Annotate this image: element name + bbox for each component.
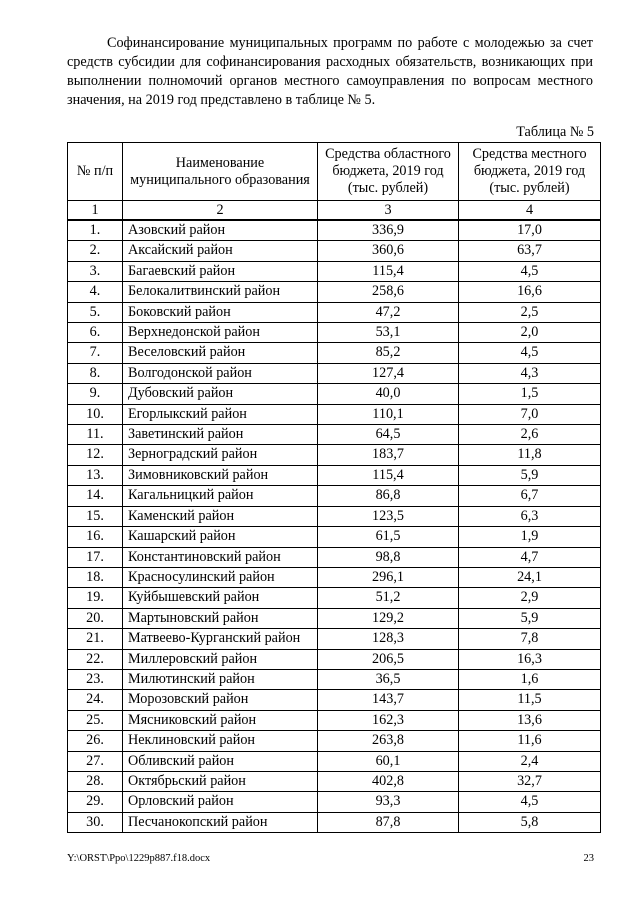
row-number: 29. <box>68 792 123 812</box>
row-name: Зимовниковский район <box>123 465 318 485</box>
row-name: Боковский район <box>123 302 318 322</box>
column-index-row <box>68 201 601 221</box>
intro-text: Софинансирование муниципальных программ по работе с молодежью за счет средств субсидии для софинансирования расходных обязательств, возникающих при выполнении полномочий органов местного самоуправления по вопросам местного значения, на 2019 год представлено в таблице № 5. <box>67 35 593 108</box>
table-row <box>68 527 601 547</box>
footer-page-number: 23 <box>583 853 594 864</box>
row-local-value: 17,0 <box>459 220 601 241</box>
table-row <box>68 445 601 465</box>
row-name: Обливский район <box>123 751 318 771</box>
row-name: Милютинский район <box>123 669 318 689</box>
row-number: 6. <box>68 323 123 343</box>
row-name: Мясниковский район <box>123 710 318 730</box>
row-local-value: 2,9 <box>459 588 601 608</box>
row-regional-value: 61,5 <box>318 527 459 547</box>
row-name: Волгодонской район <box>123 363 318 383</box>
table-row <box>68 486 601 506</box>
table-row <box>68 629 601 649</box>
row-local-value: 2,4 <box>459 751 601 771</box>
table-row <box>68 384 601 404</box>
row-number: 4. <box>68 282 123 302</box>
row-local-value: 4,3 <box>459 363 601 383</box>
row-number: 14. <box>68 486 123 506</box>
table-row <box>68 751 601 771</box>
row-regional-value: 93,3 <box>318 792 459 812</box>
table-row <box>68 649 601 669</box>
row-number: 12. <box>68 445 123 465</box>
header-num: № п/п <box>68 143 123 201</box>
index-cell: 2 <box>123 201 318 221</box>
table-row <box>68 588 601 608</box>
row-local-value: 16,6 <box>459 282 601 302</box>
row-number: 3. <box>68 261 123 281</box>
row-number: 18. <box>68 567 123 587</box>
row-local-value: 2,0 <box>459 323 601 343</box>
row-local-value: 24,1 <box>459 567 601 587</box>
row-name: Октябрьский район <box>123 771 318 791</box>
row-local-value: 11,6 <box>459 731 601 751</box>
table-row <box>68 343 601 363</box>
row-local-value: 2,6 <box>459 425 601 445</box>
table-row <box>68 302 601 322</box>
row-number: 22. <box>68 649 123 669</box>
index-cell: 3 <box>318 201 459 221</box>
table-row <box>68 710 601 730</box>
row-local-value: 32,7 <box>459 771 601 791</box>
row-local-value: 5,9 <box>459 608 601 628</box>
row-regional-value: 64,5 <box>318 425 459 445</box>
row-name: Азовский район <box>123 220 318 241</box>
table-row <box>68 812 601 832</box>
table-row <box>68 608 601 628</box>
row-number: 24. <box>68 690 123 710</box>
row-name: Дубовский район <box>123 384 318 404</box>
row-number: 17. <box>68 547 123 567</box>
row-regional-value: 86,8 <box>318 486 459 506</box>
row-regional-value: 183,7 <box>318 445 459 465</box>
row-regional-value: 53,1 <box>318 323 459 343</box>
table-row <box>68 567 601 587</box>
row-local-value: 13,6 <box>459 710 601 730</box>
row-name: Красносулинский район <box>123 567 318 587</box>
table-row <box>68 241 601 261</box>
row-name: Белокалитвинский район <box>123 282 318 302</box>
row-name: Каменский район <box>123 506 318 526</box>
row-regional-value: 60,1 <box>318 751 459 771</box>
row-number: 20. <box>68 608 123 628</box>
row-name: Зерноградский район <box>123 445 318 465</box>
row-number: 27. <box>68 751 123 771</box>
row-name: Кашарский район <box>123 527 318 547</box>
row-number: 23. <box>68 669 123 689</box>
row-local-value: 16,3 <box>459 649 601 669</box>
row-local-value: 4,5 <box>459 261 601 281</box>
row-regional-value: 47,2 <box>318 302 459 322</box>
row-name: Миллеровский район <box>123 649 318 669</box>
row-name: Матвеево-Курганский район <box>123 629 318 649</box>
row-number: 5. <box>68 302 123 322</box>
intro-paragraph <box>67 34 593 110</box>
row-number: 19. <box>68 588 123 608</box>
row-name: Веселовский район <box>123 343 318 363</box>
row-regional-value: 336,9 <box>318 220 459 241</box>
header-name: Наименование муниципального образования <box>123 143 318 201</box>
header-regional: Средства областного бюджета, 2019 год (тыс. рублей) <box>318 143 459 201</box>
row-local-value: 4,5 <box>459 343 601 363</box>
table-row <box>68 261 601 281</box>
row-regional-value: 40,0 <box>318 384 459 404</box>
index-cell: 1 <box>68 201 123 221</box>
row-name: Куйбышевский район <box>123 588 318 608</box>
table-row <box>68 220 601 241</box>
row-name: Орловский район <box>123 792 318 812</box>
row-local-value: 4,7 <box>459 547 601 567</box>
row-local-value: 6,7 <box>459 486 601 506</box>
subsidy-table <box>67 142 601 833</box>
table-row <box>68 690 601 710</box>
row-regional-value: 128,3 <box>318 629 459 649</box>
row-regional-value: 296,1 <box>318 567 459 587</box>
row-regional-value: 258,6 <box>318 282 459 302</box>
row-name: Константиновский район <box>123 547 318 567</box>
row-regional-value: 263,8 <box>318 731 459 751</box>
row-regional-value: 162,3 <box>318 710 459 730</box>
table-caption: Таблица № 5 <box>516 124 594 140</box>
row-local-value: 5,9 <box>459 465 601 485</box>
row-name: Морозовский район <box>123 690 318 710</box>
row-regional-value: 87,8 <box>318 812 459 832</box>
row-local-value: 11,8 <box>459 445 601 465</box>
row-regional-value: 360,6 <box>318 241 459 261</box>
row-local-value: 7,8 <box>459 629 601 649</box>
row-name: Багаевский район <box>123 261 318 281</box>
row-regional-value: 402,8 <box>318 771 459 791</box>
row-number: 8. <box>68 363 123 383</box>
row-name: Неклиновский район <box>123 731 318 751</box>
row-number: 7. <box>68 343 123 363</box>
footer-file-path: Y:\ORST\Ppo\1229p887.f18.docx <box>67 853 211 864</box>
row-name: Верхнедонской район <box>123 323 318 343</box>
row-number: 11. <box>68 425 123 445</box>
row-name: Аксайский район <box>123 241 318 261</box>
row-local-value: 6,3 <box>459 506 601 526</box>
row-local-value: 1,9 <box>459 527 601 547</box>
index-cell: 4 <box>459 201 601 221</box>
row-regional-value: 127,4 <box>318 363 459 383</box>
row-number: 21. <box>68 629 123 649</box>
row-regional-value: 85,2 <box>318 343 459 363</box>
row-number: 26. <box>68 731 123 751</box>
header-local: Средства местного бюджета, 2019 год (тыс. рублей) <box>459 143 601 201</box>
row-regional-value: 123,5 <box>318 506 459 526</box>
table-row <box>68 731 601 751</box>
row-regional-value: 115,4 <box>318 465 459 485</box>
table-row <box>68 506 601 526</box>
table-row <box>68 323 601 343</box>
row-regional-value: 115,4 <box>318 261 459 281</box>
table-body <box>68 201 601 833</box>
table-header-row <box>68 143 601 201</box>
row-number: 15. <box>68 506 123 526</box>
row-number: 1. <box>68 220 123 241</box>
row-name: Заветинский район <box>123 425 318 445</box>
table-row <box>68 771 601 791</box>
row-number: 2. <box>68 241 123 261</box>
table-row <box>68 547 601 567</box>
table-row <box>68 792 601 812</box>
table-row <box>68 425 601 445</box>
row-name: Егорлыкский район <box>123 404 318 424</box>
row-regional-value: 110,1 <box>318 404 459 424</box>
table-row <box>68 669 601 689</box>
row-regional-value: 98,8 <box>318 547 459 567</box>
row-local-value: 11,5 <box>459 690 601 710</box>
row-local-value: 63,7 <box>459 241 601 261</box>
row-name: Кагальницкий район <box>123 486 318 506</box>
row-regional-value: 129,2 <box>318 608 459 628</box>
row-number: 25. <box>68 710 123 730</box>
row-name: Песчанокопский район <box>123 812 318 832</box>
row-local-value: 5,8 <box>459 812 601 832</box>
row-regional-value: 51,2 <box>318 588 459 608</box>
table-row <box>68 282 601 302</box>
row-name: Мартыновский район <box>123 608 318 628</box>
row-local-value: 1,6 <box>459 669 601 689</box>
row-number: 9. <box>68 384 123 404</box>
row-regional-value: 206,5 <box>318 649 459 669</box>
row-local-value: 4,5 <box>459 792 601 812</box>
row-number: 28. <box>68 771 123 791</box>
row-local-value: 1,5 <box>459 384 601 404</box>
row-regional-value: 36,5 <box>318 669 459 689</box>
row-local-value: 2,5 <box>459 302 601 322</box>
row-number: 13. <box>68 465 123 485</box>
table-row <box>68 404 601 424</box>
row-local-value: 7,0 <box>459 404 601 424</box>
row-number: 30. <box>68 812 123 832</box>
row-number: 16. <box>68 527 123 547</box>
row-number: 10. <box>68 404 123 424</box>
row-regional-value: 143,7 <box>318 690 459 710</box>
table-row <box>68 465 601 485</box>
table-row <box>68 363 601 383</box>
